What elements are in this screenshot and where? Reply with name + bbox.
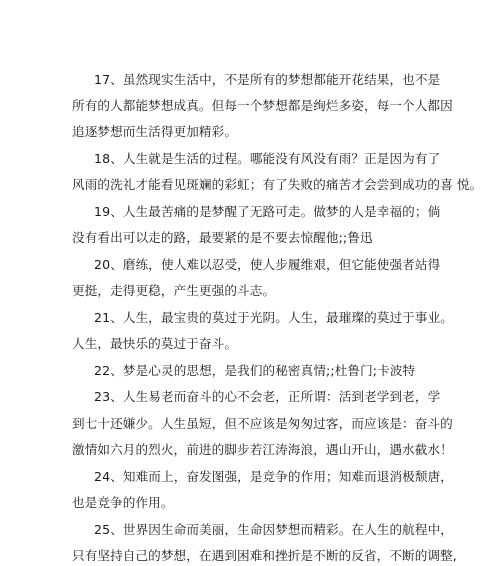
text-line-13: 23、人生易老而奋斗的心不会老，正所谓：活到老学到老，学	[94, 389, 441, 404]
text-line-2: 所有的人都能梦想成真。但每一个梦想都是绚烂多姿，每一个人都因	[72, 98, 453, 113]
text-line-16: 24、知难而上，奋发图强，是竞争的作用；知难而退消极颓唐，	[94, 469, 453, 484]
text-line-15: 激情如六月的烈火，前进的脚步若江涛海浪，遇山开山，遇水截水！	[72, 442, 453, 457]
text-line-18: 25、世界因生命而美丽，生命因梦想而精彩。在人生的航程中，	[94, 522, 453, 537]
text-line-17: 也是竞争的作用。	[72, 495, 174, 510]
text-line-14: 到七十还嫌少。人生虽短，但不应该是匆匆过客，而应该是：奋斗的	[72, 416, 453, 431]
text-line-9: 更挺，走得更稳，产生更强的斗志。	[72, 283, 276, 298]
text-line-5: 风雨的洗礼才能看见斑斓的彩虹；有了失败的痛苦才会尝到成功的喜 悦。	[72, 177, 483, 192]
text-line-6: 19、人生最苦痛的是梦醒了无路可走。做梦的人是幸福的；倘	[94, 204, 441, 219]
text-line-1: 17、虽然现实生活中，不是所有的梦想都能开花结果，也不是	[94, 72, 441, 87]
text-line-12: 22、梦是心灵的思想，是我们的秘密真情;;杜鲁门;卡波特	[94, 363, 416, 378]
text-line-11: 人生，最快乐的莫过于奋斗。	[72, 336, 238, 351]
text-line-4: 18、人生就是生活的过程。哪能没有风没有雨？正是因为有了	[94, 151, 441, 166]
text-line-8: 20、磨练，使人难以忍受，使人步履维艰，但它能使强者站得	[94, 257, 441, 272]
text-line-19: 只有坚持自己的梦想，在遇到困难和挫折是不断的反省，不断的调整,	[72, 548, 457, 563]
text-line-7: 没有看出可以走的路，最要紧的是不要去惊醒他;;鲁迅	[72, 230, 373, 245]
text-line-3: 追逐梦想而生活得更加精彩。	[72, 124, 238, 139]
text-line-10: 21、人生，最宝贵的莫过于光阴。人生，最璀璨的莫过于事业。	[94, 310, 453, 325]
